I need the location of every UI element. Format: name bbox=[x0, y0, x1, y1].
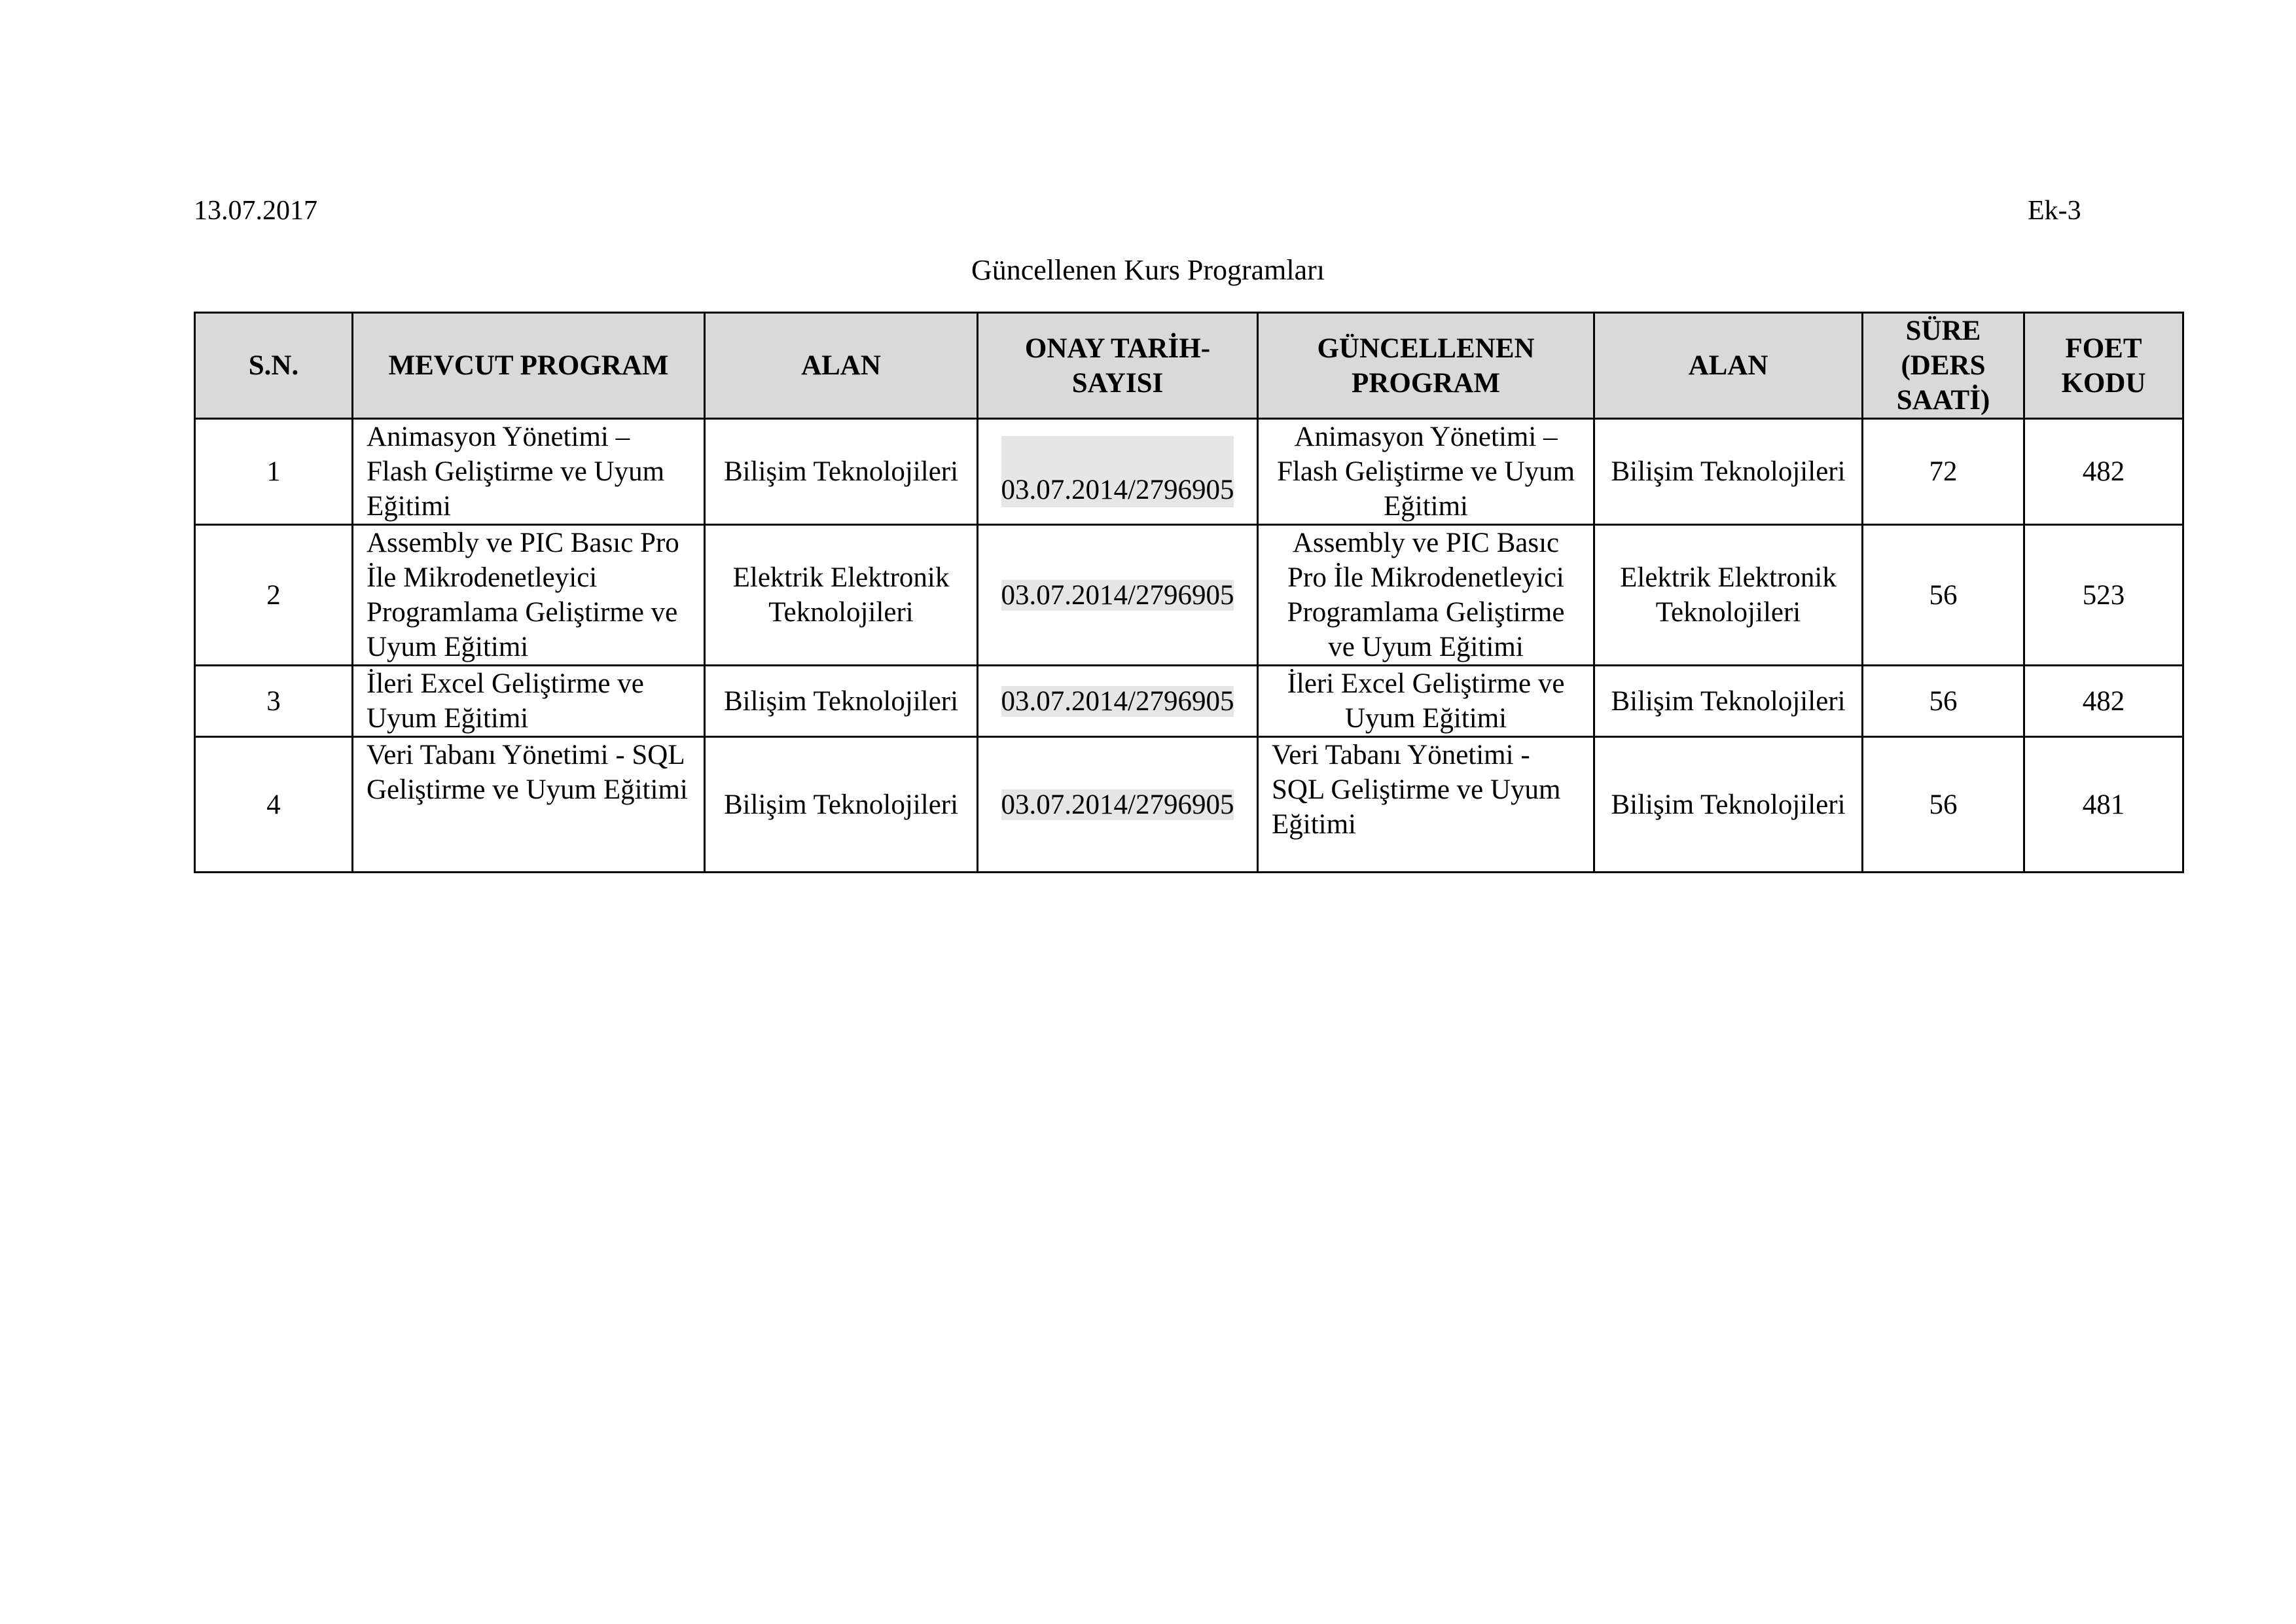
column-header-guncellenen-program: GÜNCELLENEN PROGRAM bbox=[1258, 313, 1594, 419]
cell-sure: 56 bbox=[1863, 666, 2024, 737]
cell-onay bbox=[978, 666, 1258, 737]
cell-sn: 3 bbox=[195, 666, 353, 737]
cell-alan: Bilişim Teknolojileri bbox=[705, 666, 978, 737]
cell-foet-kodu: 482 bbox=[2024, 419, 2183, 525]
cell-alan: Elektrik Elektronik Teknolojileri bbox=[705, 525, 978, 666]
course-programs-table bbox=[194, 312, 2184, 873]
onay-value: 03.07.2014/2796905 bbox=[1001, 436, 1234, 507]
column-header-alan: ALAN bbox=[705, 313, 978, 419]
annex-label: Ek-3 bbox=[2028, 196, 2081, 226]
cell-sn: 2 bbox=[195, 525, 353, 666]
cell-sure: 72 bbox=[1863, 419, 2024, 525]
column-header-alan-updated: ALAN bbox=[1594, 313, 1863, 419]
cell-sure: 56 bbox=[1863, 737, 2024, 873]
cell-mevcut-program: Assembly ve PIC Basıc Pro İle Mikrodenetleyici Programlama Geliştirme ve Uyum Eğitimi bbox=[353, 525, 705, 666]
cell-mevcut-program: İleri Excel Geliştirme ve Uyum Eğitimi bbox=[353, 666, 705, 737]
cell-guncellenen-program: İleri Excel Geliştirme ve Uyum Eğitimi bbox=[1258, 666, 1594, 737]
column-header-onay-tarih-sayisi: ONAY TARİH-SAYISI bbox=[978, 313, 1258, 419]
onay-value: 03.07.2014/2796905 bbox=[1001, 685, 1234, 717]
cell-alan-updated: Bilişim Teknolojileri bbox=[1594, 737, 1863, 873]
page-title: Güncellenen Kurs Programları bbox=[971, 254, 1325, 286]
column-header-foet-kodu: FOET KODU bbox=[2024, 313, 2183, 419]
onay-value: 03.07.2014/2796905 bbox=[1001, 579, 1234, 611]
cell-sn: 1 bbox=[195, 419, 353, 525]
table-row bbox=[195, 419, 2183, 525]
cell-foet-kodu: 481 bbox=[2024, 737, 2183, 873]
cell-sn: 4 bbox=[195, 737, 353, 873]
cell-guncellenen-program: Assembly ve PIC Basıc Pro İle Mikrodenetleyici Programlama Geliştirme ve Uyum Eğitimi bbox=[1258, 525, 1594, 666]
table-row bbox=[195, 525, 2183, 666]
table-row bbox=[195, 737, 2183, 873]
table-row bbox=[195, 666, 2183, 737]
cell-alan: Bilişim Teknolojileri bbox=[705, 737, 978, 873]
cell-onay bbox=[978, 737, 1258, 873]
cell-mevcut-program: Veri Tabanı Yönetimi - SQL Geliştirme ve Uyum Eğitimi bbox=[353, 737, 705, 873]
cell-onay bbox=[978, 419, 1258, 525]
table-header-row bbox=[195, 313, 2183, 419]
cell-alan: Bilişim Teknolojileri bbox=[705, 419, 978, 525]
cell-guncellenen-program: Veri Tabanı Yönetimi - SQL Geliştirme ve Uyum Eğitimi bbox=[1258, 737, 1594, 873]
cell-guncellenen-program: Animasyon Yönetimi – Flash Geliştirme ve Uyum Eğitimi bbox=[1258, 419, 1594, 525]
document-date: 13.07.2017 bbox=[194, 196, 317, 226]
cell-foet-kodu: 482 bbox=[2024, 666, 2183, 737]
cell-alan-updated: Bilişim Teknolojileri bbox=[1594, 666, 1863, 737]
cell-sure: 56 bbox=[1863, 525, 2024, 666]
cell-alan-updated: Bilişim Teknolojileri bbox=[1594, 419, 1863, 525]
cell-mevcut-program: Animasyon Yönetimi – Flash Geliştirme ve Uyum Eğitimi bbox=[353, 419, 705, 525]
onay-value: 03.07.2014/2796905 bbox=[1001, 789, 1234, 820]
cell-alan-updated: Elektrik Elektronik Teknolojileri bbox=[1594, 525, 1863, 666]
column-header-sn: S.N. bbox=[195, 313, 353, 419]
column-header-sure: SÜRE (DERS SAATİ) bbox=[1863, 313, 2024, 419]
cell-onay bbox=[978, 525, 1258, 666]
cell-foet-kodu: 523 bbox=[2024, 525, 2183, 666]
column-header-mevcut-program: MEVCUT PROGRAM bbox=[353, 313, 705, 419]
